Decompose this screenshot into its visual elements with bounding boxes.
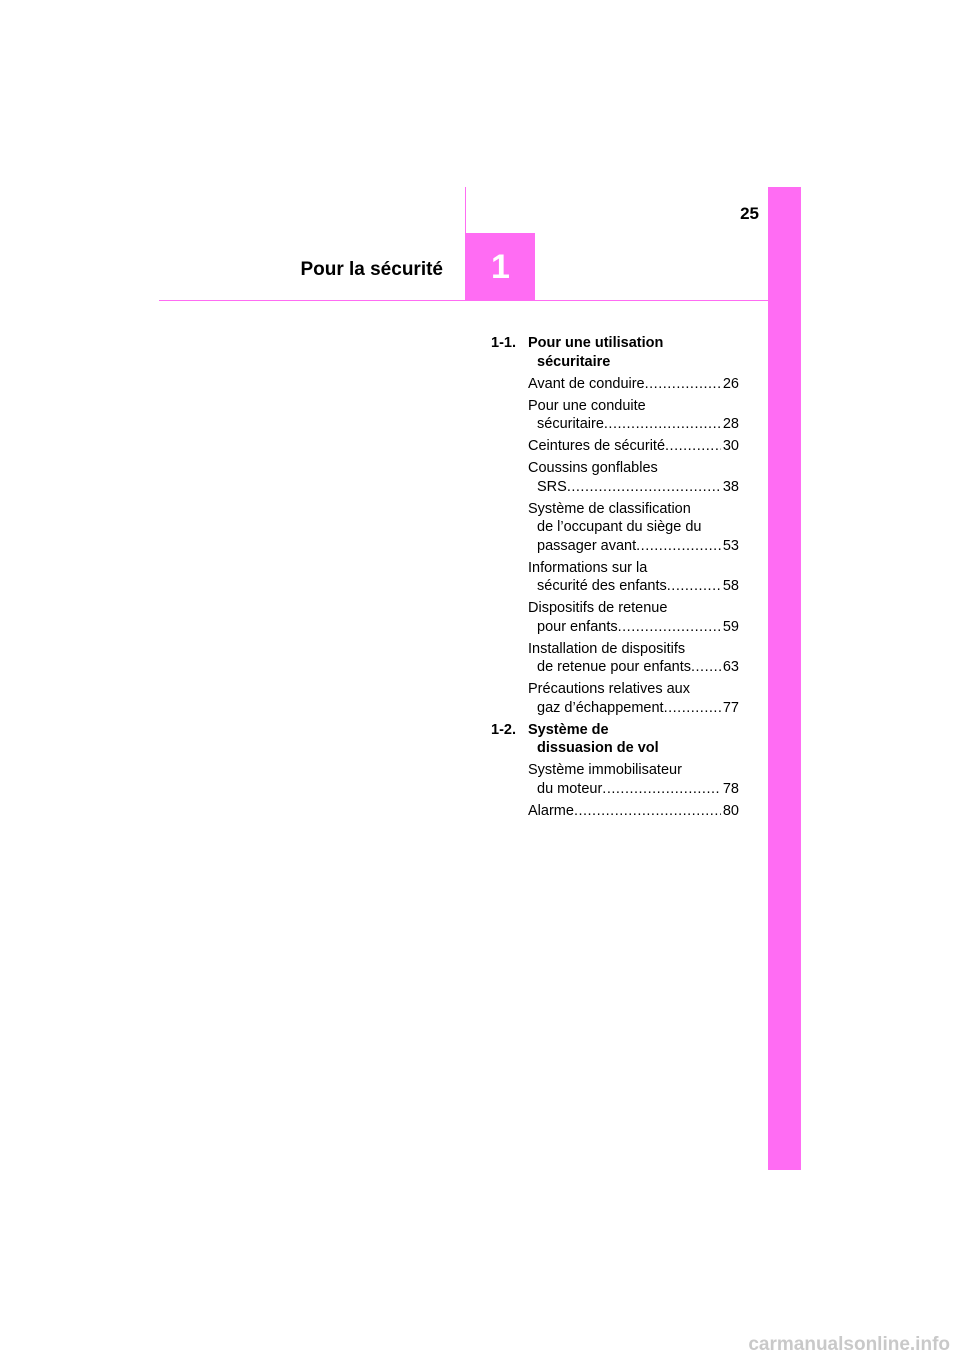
- toc-leader-dots: [665, 437, 721, 456]
- toc-entry[interactable]: [528, 640, 739, 677]
- toc-entry-text: Pour une conduite: [528, 397, 646, 414]
- toc-leader-dots: [574, 802, 721, 821]
- toc-entry-line: [528, 658, 739, 677]
- page-number: 25: [740, 204, 759, 223]
- toc-page-number: 78: [722, 780, 739, 797]
- toc-section-title-line: Système de: [528, 721, 609, 738]
- toc-entry-text: Précautions relatives aux: [528, 681, 690, 697]
- toc-entry-text: Ceintures de sécurité: [528, 438, 666, 454]
- toc-entry[interactable]: [528, 599, 739, 636]
- toc-entry-text: du moteur: [537, 780, 603, 797]
- toc-section-title: [528, 334, 739, 371]
- toc-page-number: 30: [722, 438, 739, 454]
- toc-leader-dots: [602, 780, 721, 799]
- toc-entry-text: Système immobilisateur: [528, 762, 682, 778]
- toc-leader-dots: [667, 577, 721, 596]
- watermark: carmanualsonline.info: [748, 1334, 950, 1355]
- toc-section-title-line: sécuritaire: [537, 353, 611, 370]
- toc-entry-text: de l’occupant du siège du: [537, 519, 702, 535]
- toc-entry-line: [528, 459, 739, 478]
- toc-section-title-line: dissuasion de vol: [537, 740, 659, 756]
- toc-entry-line: [528, 680, 739, 699]
- toc-entry-line: [528, 599, 739, 618]
- toc-entry-text: Coussins gonflables: [528, 460, 658, 476]
- toc-page-number: 59: [722, 618, 739, 635]
- toc-entry-line: [528, 518, 739, 537]
- toc-entry-line: [528, 640, 739, 659]
- toc-entry[interactable]: [528, 375, 739, 394]
- chapter-side-tab: [768, 187, 801, 1170]
- toc-entry-text: pour enfants: [537, 618, 618, 635]
- toc-entry-text: sécuritaire: [537, 416, 604, 432]
- toc-section-title-line: Pour une utilisation: [528, 335, 664, 351]
- toc-page-number: 58: [722, 578, 739, 594]
- toc-page-number: 26: [722, 375, 739, 392]
- toc-entry-line: [528, 559, 739, 578]
- toc-entry-text: SRS: [537, 478, 567, 495]
- toc-page-number: 53: [722, 537, 739, 554]
- toc-entry-text: sécurité des enfants: [537, 578, 667, 594]
- toc-entry-text: Dispositifs de retenue: [528, 600, 668, 616]
- toc-entry-line: [528, 375, 739, 394]
- toc-entry-line: [528, 618, 739, 637]
- toc-entry[interactable]: [528, 680, 739, 717]
- toc-entry-text: Informations sur la: [528, 559, 648, 576]
- toc-entry-text: Avant de conduire: [528, 375, 645, 392]
- toc-entry-text: Système de classification: [528, 500, 691, 517]
- toc-entry[interactable]: [528, 559, 739, 596]
- toc-leader-dots: [567, 478, 721, 497]
- toc-entry[interactable]: [528, 802, 739, 821]
- toc-entry[interactable]: [528, 437, 739, 456]
- toc-page-number: 80: [722, 802, 739, 819]
- toc-entry-line: [528, 537, 739, 556]
- toc-entry-line: [528, 478, 739, 497]
- toc-entry-line: [528, 577, 739, 596]
- toc-entry-text: passager avant: [537, 537, 637, 554]
- toc-entry-text: de retenue pour enfants: [537, 659, 691, 675]
- chapter-number-tab: 1: [466, 233, 535, 301]
- table-of-contents: [491, 334, 739, 824]
- header-divider-horizontal: [159, 300, 768, 301]
- toc-section-heading: [491, 334, 739, 371]
- toc-leader-dots: [618, 618, 721, 637]
- toc-entry-line: [528, 500, 739, 519]
- toc-entry[interactable]: [528, 397, 739, 434]
- toc-leader-dots: [636, 537, 721, 556]
- toc-section-heading: [491, 721, 739, 758]
- toc-section-number: 1-2.: [491, 721, 516, 738]
- toc-entry-line: [528, 437, 739, 456]
- toc-entry-text: Installation de dispositifs: [528, 640, 686, 657]
- toc-entry-line: [528, 761, 739, 780]
- toc-entry-line: [528, 699, 739, 718]
- chapter-title: Pour la sécurité: [300, 259, 443, 280]
- toc-entry-line: [528, 415, 739, 434]
- toc-entry-line: [528, 802, 739, 821]
- toc-entry[interactable]: [528, 761, 739, 798]
- toc-entry-text: gaz d’échappement: [537, 699, 664, 716]
- toc-page-number: 38: [722, 478, 739, 495]
- toc-entry-text: Alarme: [528, 802, 574, 819]
- toc-section-title: [528, 721, 739, 758]
- toc-page-number: 77: [722, 699, 739, 716]
- toc-leader-dots: [604, 415, 721, 434]
- toc-entry[interactable]: [528, 459, 739, 496]
- toc-entry-line: [528, 780, 739, 799]
- toc-page-number: 63: [722, 659, 739, 675]
- toc-section-number: 1-1.: [491, 335, 516, 351]
- toc-leader-dots: [664, 699, 721, 718]
- toc-leader-dots: [645, 375, 721, 394]
- toc-entry-line: [528, 397, 739, 416]
- toc-entry[interactable]: [528, 500, 739, 556]
- toc-leader-dots: [691, 658, 721, 677]
- toc-page-number: 28: [722, 416, 739, 432]
